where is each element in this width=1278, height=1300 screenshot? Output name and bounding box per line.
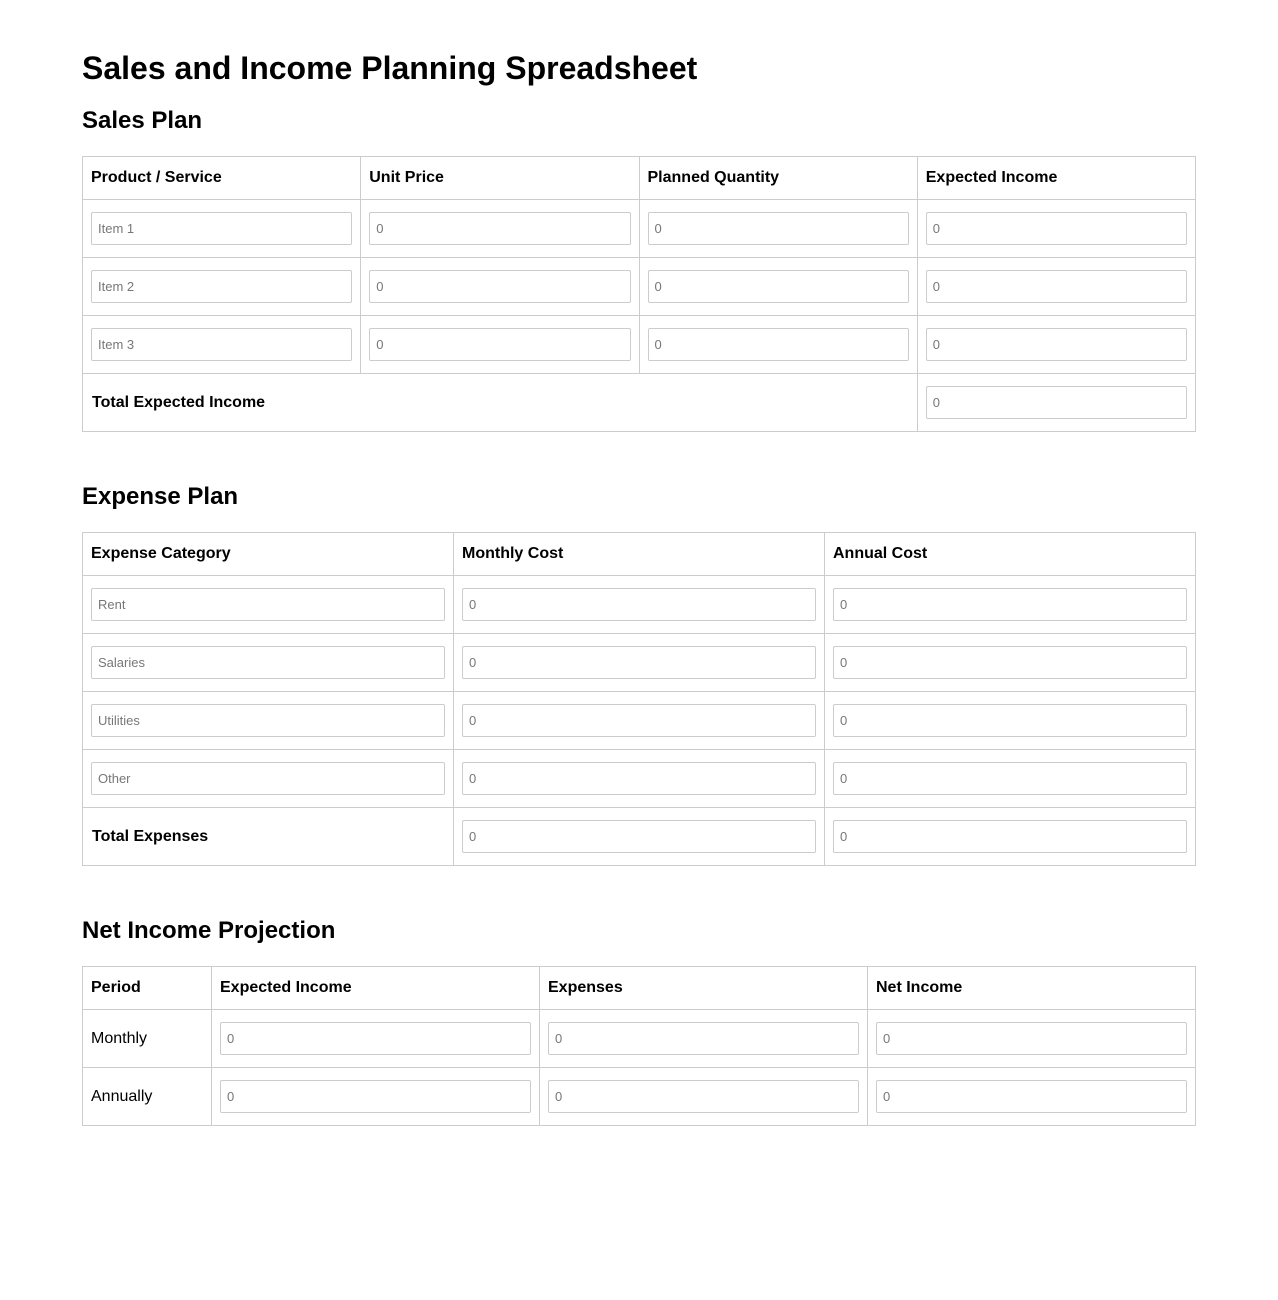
table-row (83, 750, 1196, 808)
column-header: Planned Quantity (639, 157, 917, 200)
expense-plan-heading: Expense Plan (82, 483, 239, 510)
monthly-cost-input[interactable] (462, 588, 816, 621)
annual-cost-input[interactable] (833, 646, 1187, 679)
column-header: Period (83, 967, 212, 1010)
table-row (83, 316, 1196, 374)
column-header: Unit Price (361, 157, 639, 200)
total-expected-income-label: Total Expected Income (83, 374, 918, 432)
table-row (83, 1010, 1196, 1068)
annual-cost-input[interactable] (833, 588, 1187, 621)
total-expected-income-input[interactable] (926, 386, 1187, 419)
planned-quantity-input[interactable] (648, 270, 909, 303)
unit-price-input[interactable] (369, 328, 630, 361)
column-header: Expenses (540, 967, 868, 1010)
table-row (83, 576, 1196, 634)
table-row (83, 634, 1196, 692)
unit-price-input[interactable] (369, 270, 630, 303)
unit-price-input[interactable] (369, 212, 630, 245)
expense-category-input[interactable] (91, 646, 445, 679)
sales-plan-table (82, 156, 1196, 432)
net-income-table (82, 966, 1196, 1126)
period-label: Annually (83, 1068, 212, 1126)
column-header: Expense Category (83, 533, 454, 576)
table-row (83, 258, 1196, 316)
monthly-cost-input[interactable] (462, 762, 816, 795)
product-input[interactable] (91, 328, 352, 361)
table-header-row (83, 157, 1196, 200)
annual-cost-input[interactable] (833, 704, 1187, 737)
annual-cost-input[interactable] (833, 762, 1187, 795)
expected-income-input[interactable] (220, 1080, 531, 1113)
expense-category-input[interactable] (91, 588, 445, 621)
table-row (83, 1068, 1196, 1126)
product-input[interactable] (91, 212, 352, 245)
expenses-input[interactable] (548, 1022, 859, 1055)
page-title: Sales and Income Planning Spreadsheet (82, 50, 698, 86)
column-header: Product / Service (83, 157, 361, 200)
column-header: Annual Cost (825, 533, 1196, 576)
monthly-cost-input[interactable] (462, 704, 816, 737)
planned-quantity-input[interactable] (648, 328, 909, 361)
expense-category-input[interactable] (91, 762, 445, 795)
column-header: Monthly Cost (454, 533, 825, 576)
total-row (83, 808, 1196, 866)
column-header: Expected Income (917, 157, 1195, 200)
expected-income-input[interactable] (220, 1022, 531, 1055)
expense-category-input[interactable] (91, 704, 445, 737)
net-income-input[interactable] (876, 1080, 1187, 1113)
period-label: Monthly (83, 1010, 212, 1068)
total-expenses-label: Total Expenses (83, 808, 454, 866)
expected-income-input[interactable] (926, 328, 1187, 361)
total-monthly-cost-input[interactable] (462, 820, 816, 853)
expense-plan-table (82, 532, 1196, 866)
expected-income-input[interactable] (926, 270, 1187, 303)
sales-plan-heading: Sales Plan (82, 107, 203, 134)
monthly-cost-input[interactable] (462, 646, 816, 679)
table-row (83, 692, 1196, 750)
column-header: Expected Income (212, 967, 540, 1010)
column-header: Net Income (868, 967, 1196, 1010)
table-row (83, 200, 1196, 258)
net-income-heading: Net Income Projection (82, 917, 336, 944)
table-header-row (83, 967, 1196, 1010)
table-header-row (83, 533, 1196, 576)
expenses-input[interactable] (548, 1080, 859, 1113)
planned-quantity-input[interactable] (648, 212, 909, 245)
total-row (83, 374, 1196, 432)
product-input[interactable] (91, 270, 352, 303)
total-annual-cost-input[interactable] (833, 820, 1187, 853)
expected-income-input[interactable] (926, 212, 1187, 245)
net-income-input[interactable] (876, 1022, 1187, 1055)
